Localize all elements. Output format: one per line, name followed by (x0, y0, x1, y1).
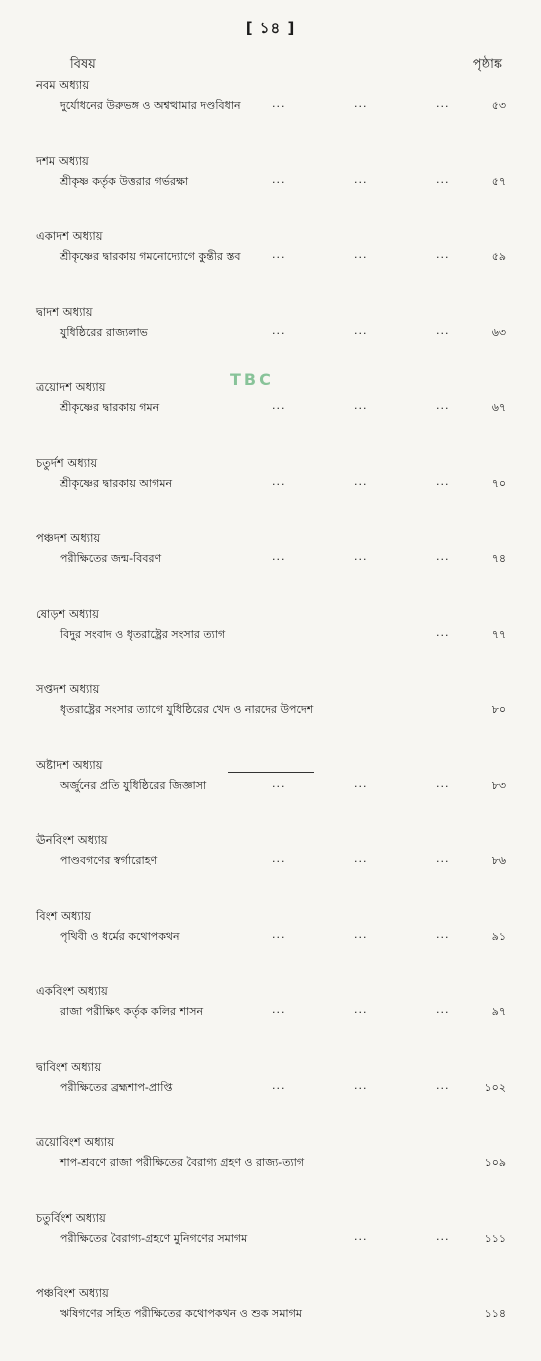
entry-text: অর্জুনের প্রতি যুধিষ্ঠিরের জিজ্ঞাসা (60, 778, 207, 792)
entry-text: পরীক্ষিতের জন্ম-বিবরণ (60, 552, 162, 565)
chapter-14 (0, 455, 541, 531)
leader-dots: ... (436, 323, 450, 337)
toc-entry (60, 1230, 506, 1248)
leader-dots: ... (354, 474, 368, 488)
entry-text: রাজা পরীক্ষিৎ কর্তৃক কলির শাসন (60, 1005, 204, 1018)
toc-entry (60, 1154, 506, 1172)
chapter-24 (0, 1210, 541, 1286)
leader-dots: ... (436, 625, 450, 639)
leader-dots: ... (354, 248, 368, 261)
chapter-18 (0, 757, 541, 833)
chapter-15 (0, 530, 541, 606)
leader-dots: ... (436, 1078, 450, 1092)
entry-page: ৮৩ (491, 778, 506, 792)
leader-dots: ... (272, 474, 286, 488)
chapter-title: পঞ্চবিংশ অধ্যায় (36, 1286, 109, 1300)
chapter-title: একাদশ অধ্যায় (36, 229, 103, 243)
leader-dots: ... (436, 248, 450, 261)
entry-text: শ্রীকৃষ্ণের দ্বারকায় গমন (60, 401, 160, 414)
leader-dots: ... (354, 1229, 368, 1243)
entry-text: পাণ্ডবগণের স্বর্গারোহণ (60, 854, 158, 867)
toc-entry (60, 1079, 506, 1097)
toc-entry (60, 475, 506, 493)
toc-entry (60, 1003, 506, 1021)
chapter-19 (0, 832, 541, 908)
entry-page: ৯৭ (491, 1005, 506, 1018)
leader-dots: ... (272, 248, 286, 261)
leader-dots: ... (436, 97, 450, 110)
toc-entry (60, 248, 506, 266)
bottom-rule (228, 772, 314, 773)
chapter-11 (0, 228, 541, 304)
chapter-title: নবম অধ্যায় (36, 78, 90, 92)
entry-page: ৫৭ (491, 174, 506, 188)
chapter-title: দ্বাদশ অধ্যায় (36, 304, 93, 319)
toc-entry (60, 626, 506, 644)
leader-dots: ... (354, 323, 368, 337)
entry-text: যুধিষ্ঠিরের রাজ্যলাভ (60, 325, 148, 339)
chapter-16 (0, 606, 541, 682)
chapter-12 (0, 304, 541, 380)
entry-page: ৭৪ (491, 552, 506, 565)
leader-dots: ... (436, 1229, 450, 1243)
chapter-title: ত্রয়োদশ অধ্যায় (36, 380, 106, 394)
table-of-contents (0, 77, 541, 1361)
entry-page: ৫৯ (491, 250, 506, 263)
chapter-title: ঊনবিংশ অধ্যায় (36, 833, 108, 847)
toc-entry (60, 399, 506, 417)
chapter-title: বিংশ অধ্যায় (36, 908, 91, 923)
leader-dots: ... (436, 1003, 450, 1016)
leader-dots: ... (354, 852, 368, 865)
leader-dots: ... (436, 776, 450, 790)
entry-page: ৮০ (491, 703, 506, 716)
chapter-title: সপ্তদশ অধ্যায় (36, 682, 100, 696)
toc-entry (60, 1305, 506, 1323)
leader-dots: ... (436, 852, 450, 865)
chapter-10 (0, 153, 541, 229)
leader-dots: ... (272, 852, 286, 865)
chapter-20 (0, 908, 541, 984)
leader-dots: ... (354, 399, 368, 412)
toc-entry (60, 777, 506, 795)
leader-dots: ... (272, 172, 286, 186)
entry-page: ৬৩ (491, 325, 506, 339)
entry-page: ৫৩ (491, 99, 506, 112)
leader-dots: ... (272, 550, 286, 563)
toc-entry (60, 97, 506, 115)
entry-text: বিদুর সংবাদ ও ধৃতরাষ্ট্রের সংসার ত্যাগ (60, 627, 226, 641)
toc-entry (60, 550, 506, 568)
leader-dots: ... (272, 97, 286, 110)
leader-dots: ... (436, 172, 450, 186)
leader-dots: ... (272, 399, 286, 412)
chapter-title: দশম অধ্যায় (36, 153, 89, 168)
entry-page: ৬৭ (491, 401, 506, 414)
entry-page: ৭০ (491, 476, 506, 490)
leader-dots: ... (436, 474, 450, 488)
chapter-title: ত্রয়োবিংশ অধ্যায় (36, 1135, 115, 1149)
chapter-title: ষোড়শ অধ্যায় (36, 606, 99, 621)
entry-text: শ্রীকৃষ্ণের দ্বারকায় গমনোদ্যোগে কুন্তীর স্তব (60, 250, 241, 263)
leader-dots: ... (436, 927, 450, 941)
watermark: TBC (230, 370, 274, 389)
page-number: [ ১৪ ] (245, 19, 296, 37)
leader-dots: ... (272, 1078, 286, 1092)
chapter-title: অষ্টাদশ অধ্যায় (36, 757, 103, 772)
leader-dots: ... (354, 1003, 368, 1016)
leader-dots: ... (272, 776, 286, 790)
entry-page: ১০২ (484, 1080, 506, 1094)
entry-page: ১১১ (484, 1231, 506, 1245)
leader-dots: ... (272, 927, 286, 941)
entry-page: ১১৪ (484, 1307, 506, 1320)
toc-entry (60, 701, 506, 719)
entry-text: ঋষিগণের সহিত পরীক্ষিতের কথোপকথন ও শুক সমাগম (60, 1307, 302, 1320)
leader-dots: ... (354, 172, 368, 186)
leader-dots: ... (272, 323, 286, 337)
leader-dots: ... (354, 550, 368, 563)
entry-page: ৯১ (491, 929, 506, 943)
leader-dots: ... (354, 927, 368, 941)
chapter-title: চতুর্বিংশ অধ্যায় (36, 1210, 106, 1225)
chapter-title: চতুর্দশ অধ্যায় (36, 455, 98, 470)
chapter-21 (0, 983, 541, 1059)
entry-text: পরীক্ষিতের বৈরাগ্য-গ্রহণে মুনিগণের সমাগম (60, 1231, 248, 1245)
entry-text: পৃথিবী ও ধর্মের কথোপকথন (60, 929, 180, 943)
chapter-25 (0, 1285, 541, 1361)
subject-heading: বিষয় (70, 57, 96, 72)
toc-entry (60, 324, 506, 342)
toc-entry (60, 173, 506, 191)
entry-page: ৭৭ (491, 627, 506, 641)
leader-dots: ... (436, 399, 450, 412)
page-heading: পৃষ্ঠাঙ্ক (472, 57, 502, 72)
entry-text: ধৃতরাষ্ট্রের সংসার ত্যাগে যুধিষ্ঠিরের খেদ ও নারদের উপদেশ (60, 703, 314, 716)
leader-dots: ... (354, 776, 368, 790)
toc-entry (60, 928, 506, 946)
chapter-17 (0, 681, 541, 757)
leader-dots: ... (272, 1003, 286, 1016)
chapter-title: একবিংশ অধ্যায় (36, 984, 108, 998)
entry-page: ১০৯ (484, 1156, 506, 1169)
chapter-13 (0, 379, 541, 455)
entry-text: শাপ-শ্রবণে রাজা পরীক্ষিতের বৈরাগ্য গ্রহণ ও রাজ্য-ত্যাগ (60, 1156, 305, 1169)
chapter-title: দ্বাবিংশ অধ্যায় (36, 1059, 102, 1074)
entry-text: দুর্যোধনের উরুভঙ্গ ও অশ্বত্থামার দণ্ডবিধান (60, 99, 241, 112)
chapter-23 (0, 1134, 541, 1210)
chapter-22 (0, 1059, 541, 1135)
chapter-9 (0, 77, 541, 153)
chapter-title: পঞ্চদশ অধ্যায় (36, 531, 101, 545)
leader-dots: ... (354, 97, 368, 110)
entry-page: ৮৬ (491, 854, 506, 867)
leader-dots: ... (436, 550, 450, 563)
leader-dots: ... (354, 1078, 368, 1092)
entry-text: পরীক্ষিতের ব্রহ্মশাপ-প্রাপ্তি (60, 1080, 173, 1094)
toc-entry (60, 852, 506, 870)
entry-text: শ্রীকৃষ্ণ কর্তৃক উত্তরার গর্ভরক্ষা (60, 174, 189, 188)
entry-text: শ্রীকৃষ্ণের দ্বারকায় আগমন (60, 476, 173, 490)
